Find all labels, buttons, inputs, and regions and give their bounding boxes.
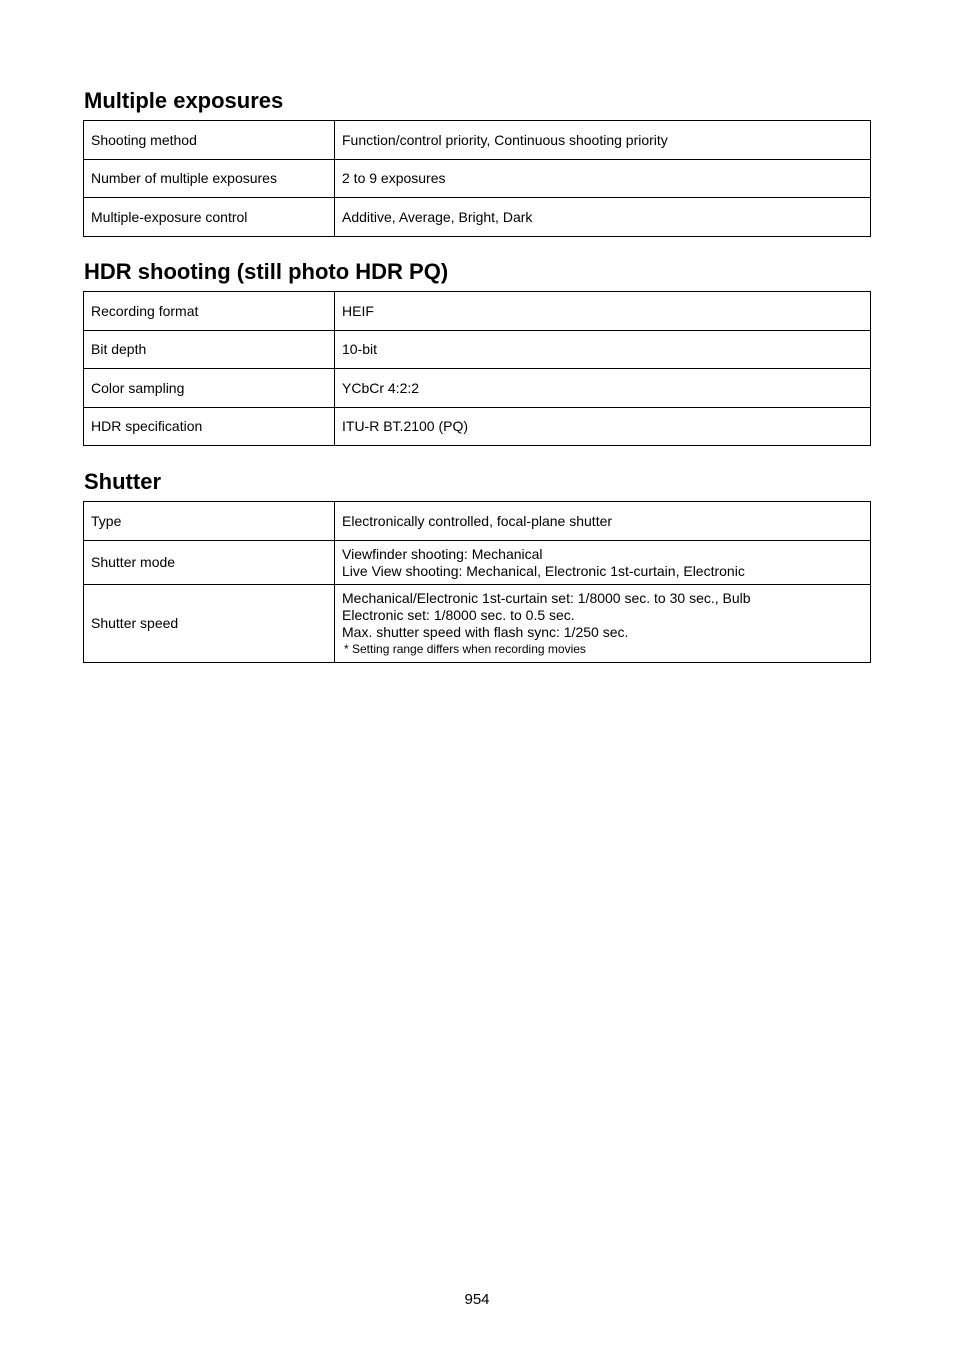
table-row [84, 369, 871, 408]
row-label: Bit depth [84, 331, 335, 369]
row-label: Shooting method [84, 121, 335, 160]
table-row [84, 160, 871, 198]
row-value: Mechanical/Electronic 1st-curtain set: 1/8000 sec. to 30 sec., Bulb Electronic set: 1/8000 sec. to 0.5 sec. Max. shutter speed with flash sync: 1/250 sec. * Setting range differs when recording movies [335, 585, 871, 663]
row-value: Function/control priority, Continuous shooting priority [335, 121, 871, 160]
section-title-multiple-exposures: Multiple exposures [84, 88, 284, 113]
row-value: Electronically controlled, focal-plane shutter [335, 502, 871, 541]
row-label: Shutter speed [84, 585, 335, 663]
row-label: HDR specification [84, 408, 335, 446]
row-value: YCbCr 4:2:2 [335, 369, 871, 408]
row-value: Additive, Average, Bright, Dark [335, 198, 871, 237]
table-row [84, 292, 871, 331]
table-row [84, 331, 871, 369]
footnote: * Setting range differs when recording movies [344, 642, 586, 656]
row-value: 10-bit [335, 331, 871, 369]
table-row [84, 121, 871, 160]
hdr-shooting-table [83, 291, 871, 446]
shutter-table [83, 501, 871, 663]
row-value: 2 to 9 exposures [335, 160, 871, 198]
row-value: ITU-R BT.2100 (PQ) [335, 408, 871, 446]
page-number: 954 [464, 1291, 490, 1308]
row-label: Shutter mode [84, 541, 335, 585]
row-label: Multiple-exposure control [84, 198, 335, 237]
row-value: Viewfinder shooting: Mechanical Live View shooting: Mechanical, Electronic 1st-curtain, Electronic [335, 541, 871, 585]
multiple-exposures-table [83, 120, 871, 237]
row-label: Recording format [84, 292, 335, 331]
section-title-hdr-shooting: HDR shooting (still photo HDR PQ) [84, 259, 449, 284]
row-value: HEIF [335, 292, 871, 331]
row-label: Color sampling [84, 369, 335, 408]
row-label: Type [84, 502, 335, 541]
table-row [84, 198, 871, 237]
table-row [84, 408, 871, 446]
table-row [84, 585, 871, 663]
section-title-shutter: Shutter [84, 469, 161, 494]
table-row [84, 502, 871, 541]
row-label: Number of multiple exposures [84, 160, 335, 198]
table-row [84, 541, 871, 585]
